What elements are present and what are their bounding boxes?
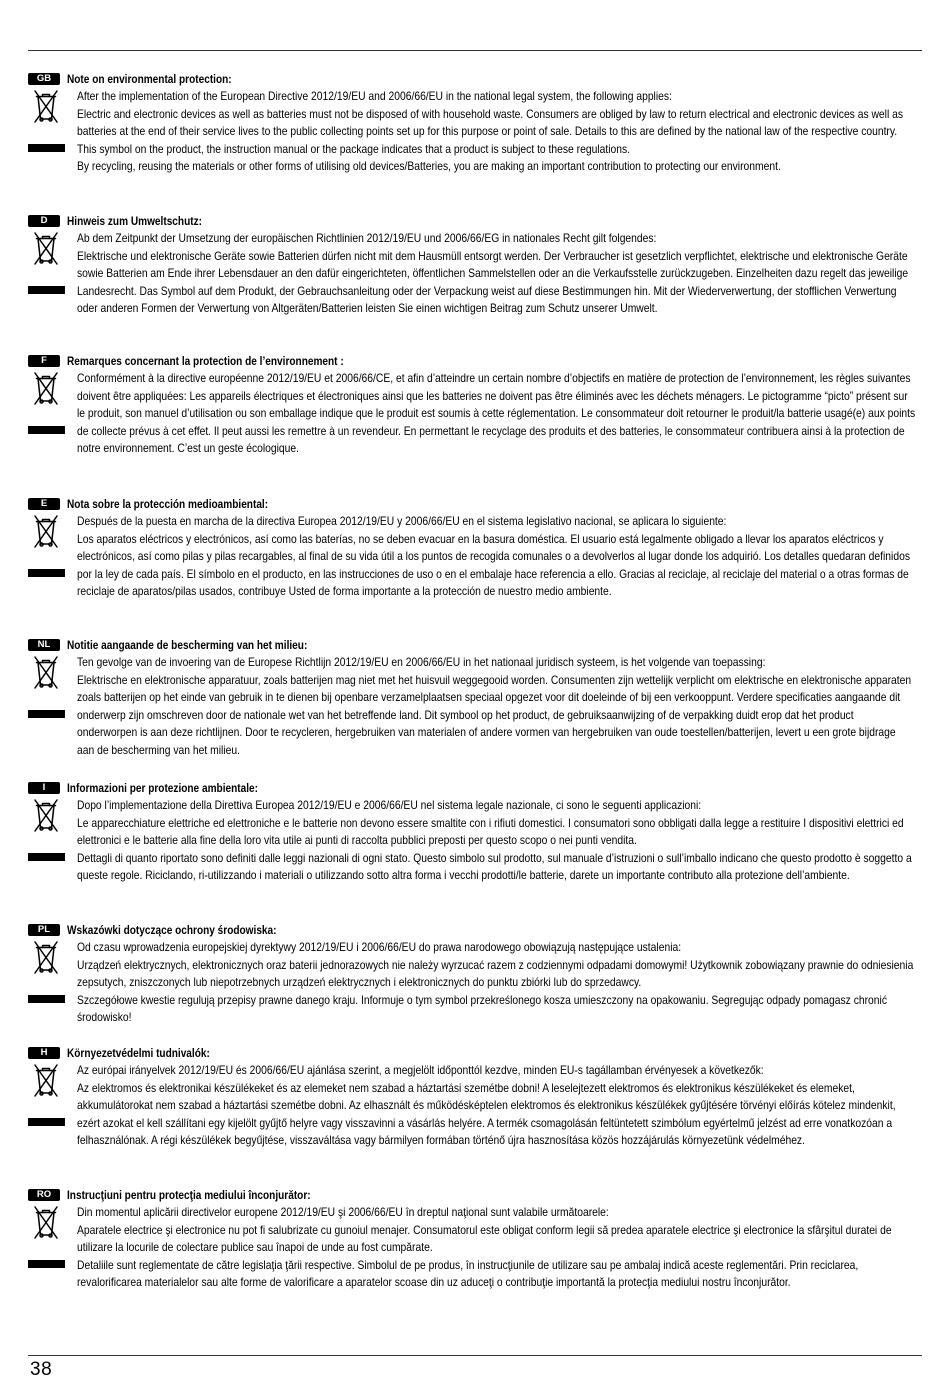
- language-badge: I: [28, 782, 60, 794]
- section-heading: Hinweis zum Umweltschutz:: [67, 214, 202, 228]
- weee-bar: [28, 995, 65, 1003]
- paragraph: Después de la puesta en marcha de la directiva Europea 2012/19/EU y 2006/66/EU en el sistema legislativo nacional, se aplicara lo siguiente:: [77, 514, 727, 528]
- paragraph: Electric and electronic devices as well as batteries must not be disposed of with household waste. Consumers are obliged by law to return electrical and electronic devices as well as batteries at the end of their service lives to the public collecting points set up for this purpose or point of sale. Details to this are defined by the national law of the respective country.: [77, 106, 904, 139]
- section-heading: Note on environmental protection:: [67, 72, 232, 86]
- page-number: 38: [30, 1359, 53, 1380]
- paragraph: Az európai irányelvek 2012/19/EU és 2006/66/EU ajánlása szerint, a megjelölt időponttól kezdve, minden EU-s tagállamban érvényesek a következők:: [77, 1063, 764, 1077]
- section-body: [77, 88, 916, 176]
- section-body: [77, 654, 916, 760]
- language-badge: F: [28, 355, 60, 367]
- paragraph: Az elektromos és elektronikai készülékeket és az elemeket nem szabad a háztartási szemétbe dobni! A leselejtezett elektromos és elektronikus készülékeket és elemeket, akkumulátorokat nem szabad a háztartási szemétbe dobni. Az elhasznált és működésképtelen elektromos és elektronikus készülékek gyűjtésére törvényi előírás kötelez mindenkit, ezért azokat el kell szállítani egy kijelölt gyűjtő helyre vagy visszavinni a vásárlás helyére. A termék csomagolásán feltüntetett szimbólum egyértelmű jelzést ad erre vonatkozóan a felhasználónak. A régi készülékek begyűjtése, visszaváltása vagy bármilyen formában történő újra hasznosítása közös hozzájárulás környezetünk védelméhez.: [77, 1080, 896, 1148]
- bottom-rule: [28, 1355, 922, 1356]
- language-badge: GB: [28, 73, 60, 85]
- section-body: [77, 1204, 916, 1292]
- section-heading: Informazioni per protezione ambientale:: [67, 781, 258, 795]
- paragraph: Dopo l’implementazione della Direttiva Europea 2012/19/EU e 2006/66/EU nel sistema legale nazionale, ci sono le seguenti applicazioni:: [77, 798, 702, 812]
- language-badge: PL: [28, 924, 60, 936]
- section-heading: Környezetvédelmi tudnivalók:: [67, 1046, 210, 1060]
- paragraph: Los aparatos eléctricos y electrónicos, así como las baterías, no se deben evacuar en la basura doméstica. El usuario está legalmente obligado a llevar los aparatos eléctricos y electrónicos, así como pilas y pilas recargables, al final de su vida útil a los puntos de recogida comunales o a devolverlos al lugar donde los adquirió. Los detalles quedaran definidos por la ley de cada país. El símbolo en el producto, en las instrucciones de uso o en el embalaje hace referencia a ello. Gracias al reciclaje, al reciclaje del material o a otras formas de reciclaje de aparatos/pilas usados, contribuye Usted de forma importante a la protección de nuestro medio ambiente.: [77, 531, 910, 599]
- paragraph: Dettagli di quanto riportato sono definiti dalle leggi nazionali di ogni stato. Questo simbolo sul prodotto, sul manuale d’istruzioni o sull’imballo indicano che questo prodotto è soggetto a queste regole. Riciclando, ri-utilizzando i materiali o utilizzando sotto altra forma i vecchi prodotti/le batterie, darete un importante contributo alla protezione dell’ambiente.: [77, 850, 912, 883]
- paragraph: Conformément à la directive européenne 2012/19/EU et 2006/66/CE, et afin d’atteindre un certain nombre d’objectifs en matière de protection de l’environnement, les règles suivantes doivent être appliquées: Les appareils électriques et électroniques ainsi que les batteries ne doivent pas être éliminés avec les déchets ménagers. Le pictogramme “picto” présent sur le produit, son manuel d’utilisation ou son emballage indique que le produit est soumis à cette réglementation. Le consommateur doit retourner le produit/la batterie usagé(e) aux points de collecte prévus à cet effet. Il peut aussi les remettre à un revendeur. En permettant le recyclage des produits et des batteries, le consommateur contribuera ainsi à la protection de notre environnement. C’est un geste écologique.: [77, 371, 916, 456]
- crossed-out-bin-icon: [33, 513, 59, 549]
- paragraph: Elektrische und elektronische Geräte sowie Batterien dürfen nicht mit dem Hausmüll entsorgt werden. Der Verbraucher ist gesetzlich verpflichtet, elektrische und elektronische Geräte sowie Batterien am Ende ihrer Lebensdauer an den dafür eingerichteten, öffentlichen Sammelstellen oder an die Verkaufsstelle zurückzugeben. Einzelheiten dazu regelt das jeweilige Landesrecht. Das Symbol auf dem Produkt, der Gebrauchsanleitung oder der Verpackung weist auf diese Bestimmungen hin. Mit der Wiederverwertung, der stofflichen Verwertung oder anderen Formen der Verwertung von Altgeräten/Batterien leisten Sie einen wichtigen Beitrag zum Schutz unserer Umwelt.: [77, 248, 909, 316]
- language-badge: E: [28, 498, 60, 510]
- section-body: [77, 513, 916, 601]
- paragraph: Ten gevolge van de invoering van de Europese Richtlijn 2012/19/EU en 2006/66/EU in het nationaal juridisch systeem, is het volgende van toepassing:: [77, 655, 766, 669]
- section-body: [77, 797, 916, 885]
- paragraph: After the implementation of the European Directive 2012/19/EU and 2006/66/EU in the national legal system, the following applies:: [77, 89, 672, 103]
- weee-bar: [28, 569, 65, 577]
- paragraph: This symbol on the product, the instruction manual or the package indicates that a product is subject to these regulations.: [77, 141, 631, 156]
- section-heading: Nota sobre la protección medioambiental:: [67, 497, 269, 511]
- crossed-out-bin-icon: [33, 1204, 59, 1240]
- section-heading: Notitie aangaande de bescherming van het milieu:: [67, 638, 308, 652]
- paragraph: Urządzeń elektrycznych, elektronicznych oraz baterii jednorazowych nie należy wyrzucać razem z codziennymi odpadami domowymi! Użytkownik zobowiązany prawnie do odniesienia zepsutych, zniszczonych lub niepotrzebnych urządzeń elektrycznych i elektronicznych do punktu zbiórki lub do sprzedawcy.: [77, 957, 914, 990]
- language-badge: D: [28, 215, 60, 227]
- section-heading: Instrucţiuni pentru protecţia mediului înconjurător:: [67, 1188, 311, 1202]
- weee-bar: [28, 144, 65, 152]
- weee-bar: [28, 286, 65, 294]
- crossed-out-bin-icon: [33, 939, 59, 975]
- paragraph: Od czasu wprowadzenia europejskiej dyrektywy 2012/19/EU i 2006/66/EU do prawa narodowego obowiązują następujące ustalenia:: [77, 940, 682, 954]
- weee-bar: [28, 710, 65, 718]
- weee-bar: [28, 1260, 65, 1268]
- crossed-out-bin-icon: [33, 230, 59, 266]
- crossed-out-bin-icon: [33, 370, 59, 406]
- language-badge: RO: [28, 1189, 60, 1201]
- crossed-out-bin-icon: [33, 1062, 59, 1098]
- section-heading: Wskazówki dotyczące ochrony środowiska:: [67, 923, 277, 937]
- section-body: [77, 1062, 916, 1150]
- section-body: [77, 939, 916, 1027]
- paragraph: Elektrische en elektronische apparatuur, zoals batterijen mag niet met het huisvuil weggegooid worden. Consumenten zijn wettelijk verplicht om elektrische en elektronische apparaten zoals batterijen op het einde van gebruik in te dienen bij openbare verzamelplaatsen speciaal opgezet voor dit doeleinde of bij een verkooppunt. Verdere specificaties aangaande dit onderwerp zijn omschreven door de nationale wet van het betreffende land. Dit symbool op het product, de gebruiksaanwijzing of de verpakking duidt erop dat het product onderworpen is aan deze richtlijnen. Door te recycleren, hergebruiken van materialen of andere vormen van hergebruiken van oude toestellen/batterijen, levert u een grote bijdrage aan de bescherming van het milieu.: [77, 672, 912, 757]
- paragraph: Le apparecchiature elettriche ed elettroniche e le batterie non devono essere smaltite con i rifiuti domestici. I consumatori sono obbligati dalla legge a restituire I dispositivi elettrici ed elettronici e le batterie alla fine della loro vita utile ai punti di raccolta pubblici preposti per questo scopo o nei punti vendita.: [77, 815, 904, 848]
- crossed-out-bin-icon: [33, 88, 59, 124]
- crossed-out-bin-icon: [33, 654, 59, 690]
- weee-bar: [28, 853, 65, 861]
- section-body: [77, 370, 916, 458]
- paragraph: Ab dem Zeitpunkt der Umsetzung der europäischen Richtlinien 2012/19/EU und 2006/66/EG in nationales Recht gilt folgendes:: [77, 231, 657, 245]
- language-badge: NL: [28, 639, 60, 651]
- paragraph: Aparatele electrice şi electronice nu pot fi salubrizate cu gunoiul menajer. Consumatorul este obligat conform legii să predea aparatele electrice şi electronice la sfârşitul duratei de utilizare la locurile de colectare publice sau înapoi de unde au fost cumpărate.: [77, 1222, 892, 1255]
- paragraph: Szczegółowe kwestie regulują przepisy prawne danego kraju. Informuje o tym symbol przekreślonego kosza umieszczony na opakowaniu. Segregując odpady pomagasz chronić środowisko!: [77, 992, 887, 1025]
- top-rule: [28, 50, 922, 51]
- weee-bar: [28, 426, 65, 434]
- paragraph: Detaliile sunt reglementate de către legislaţia ţării respective. Simbolul de pe produs, în instrucţiunile de utilizare sau pe ambalaj indică aceste reglementări. Prin reciclarea, revalorificarea materialelor sau alte forme de valorificare a aparatelor scoase din uz aduceţi o contribuţie importantă la protecţia mediului nostru înconjurător.: [77, 1257, 859, 1290]
- crossed-out-bin-icon: [33, 797, 59, 833]
- paragraph: Din momentul aplicării directivelor europene 2012/19/EU şi 2006/66/EU în dreptul naţional sunt valabile următoarele:: [77, 1205, 609, 1219]
- section-heading: Remarques concernant la protection de l’environnement :: [67, 354, 344, 368]
- section-body: [77, 230, 916, 318]
- weee-bar: [28, 1118, 65, 1126]
- paragraph: By recycling, reusing the materials or other forms of utilising old devices/Batteries, you are making an important contribution to protecting our environment.: [77, 159, 781, 174]
- language-badge: H: [28, 1047, 60, 1059]
